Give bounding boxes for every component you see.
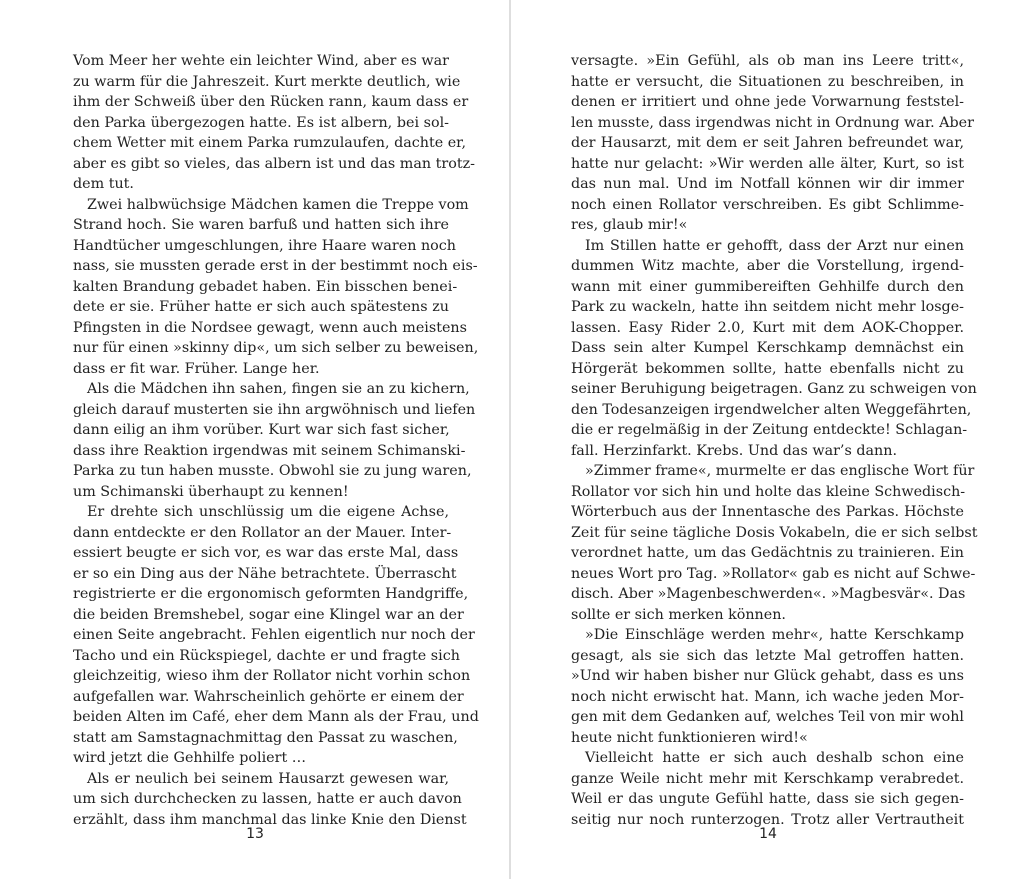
text-line: dete er sie. Früher hatte er sich auch spätestens zu [73,299,449,315]
text-line: nur für einen »skinny dip«, um sich selber zu beweisen, [73,340,479,356]
text-line: Weil er das ungute Gefühl hatte, dass sie sich gegen- [571,791,964,807]
text-line: Zwei halbwüchsige Mädchen kamen die Treppe vom [87,196,469,213]
text-line: ganze Weile nicht mehr mit Kerschkamp verabredet. [571,770,964,787]
text-line: nass, sie mussten gerade erst in der bestimmt noch eis- [73,258,478,274]
text-line: einen Seite angebracht. Fehlen eigentlich nur noch der [73,627,475,643]
right-page-number: 14 [759,826,777,842]
text-line: dem tut. [73,176,134,192]
left-page-text [73,51,479,830]
text-line: dummen Witz machte, aber die Vorstellung, irgend- [571,258,964,274]
text-line: Als er neulich bei seinem Hausarzt gewesen war, [87,770,449,787]
text-line: Als die Mädchen ihn sahen, fingen sie an zu kichern, [87,381,470,397]
text-line: res, glaub mir!« [571,217,688,233]
text-line: wird jetzt die Gehhilfe poliert … [73,750,307,766]
text-line: hatte er versucht, die Situationen zu beschreiben, in [571,73,964,90]
text-line: Er drehte sich unschlüssig um die eigene Achse, [87,504,449,520]
text-line: aber es gibt so vieles, das albern ist und das man trotz- [73,155,475,172]
text-line: hatte nur gelacht: »Wir werden alle älter, Kurt, so ist [571,155,964,172]
text-line: Vom Meer her wehte ein leichter Wind, aber es war [73,53,449,69]
text-line: disch. Aber »Magenbeschwerden«. »Magbesvär«. Das [571,586,966,602]
text-line: gleichzeitig, wieso ihm der Rollator nicht vorhin schon [73,668,471,684]
text-line: Tacho und ein Rückspiegel, dachte er und fragte sich [73,647,460,664]
text-line: Pfingsten in die Nordsee gewagt, wenn auch meistens [73,319,467,336]
text-line: beiden Alten im Café, eher dem Mann als der Frau, und [73,709,479,725]
text-line: seitig nur noch runterzogen. Trotz aller Vertrautheit [571,811,964,828]
text-line: sollte er sich merken können. [571,606,786,623]
left-page-number: 13 [246,826,264,842]
text-line: gen mit dem Gedanken auf, welches Teil von mir wohl [571,709,964,725]
text-line: ihm der Schweiß über den Rücken rann, kaum dass er [73,94,469,110]
text-line: »Die Einschläge werden mehr«, hatte Kerschkamp [585,627,964,643]
text-line: Zeit für seine tägliche Dosis Vokabeln, die er sich selbst [571,524,978,541]
book-gutter [509,0,511,879]
text-line: gleich darauf musterten sie ihn argwöhnisch und liefen [73,401,476,418]
text-line: Parka zu tun haben musste. Obwohl sie zu jung waren, [73,463,472,479]
text-line: die beiden Bremshebel, sogar eine Klingel war an der [73,606,464,623]
text-line: denen er irritiert und ohne jede Vorwarnung feststel- [571,94,964,110]
text-line: zu warm für die Jahreszeit. Kurt merkte deutlich, wie [73,73,461,90]
text-line: versagte. »Ein Gefühl, als ob man ins Leere tritt«, [571,53,964,69]
text-line: dass ihre Reaktion irgendwas mit seinem Schimanski- [73,442,466,459]
text-line: erzählt, dass ihm manchmal das linke Knie den Dienst [73,811,467,828]
text-line: statt am Samstagnachmittag den Passat zu waschen, [73,729,458,746]
text-line: verordnet hatte, um das Gedächtnis zu trainieren. Ein [571,545,964,561]
text-line: Strand hoch. Sie waren barfuß und hatten sich ihre [73,217,449,233]
text-line: dann eilig an ihm vorüber. Kurt war sich fast sicher, [73,422,450,438]
text-line: »Zimmer frame«, murmelte er das englische Wort für [585,463,975,479]
text-line: Vielleicht hatte er sich auch deshalb schon eine [585,750,964,766]
text-line: er so ein Ding aus der Nähe betrachtete. Überrascht [73,565,457,582]
text-line: Handtücher umgeschlungen, ihre Haare waren noch [73,237,457,254]
text-line: das nun mal. Und im Notfall können wir dir immer [571,176,964,192]
text-line: Park zu wackeln, hatte ihn seitdem nicht mehr losge- [571,299,964,315]
text-line: gesagt, als sie sich das letzte Mal getroffen hatten. [571,647,964,664]
text-line: die er regelmäßig in der Zeitung entdeckte! Schlagan- [571,422,968,438]
text-line: den Todesanzeigen irgendwelcher alten Weggefährten, [571,401,972,418]
text-line: len musste, dass irgendwas nicht in Ordnung war. Aber [571,114,974,131]
text-line: seiner Beruhigung beigetragen. Ganz zu schweigen von [571,381,977,397]
text-line: chem Wetter mit einem Parka rumzulaufen, dachte er, [73,135,466,151]
text-line: heute nicht funktionieren wird!« [571,729,808,746]
text-line: Wörterbuch aus der Innentasche des Parkas. Höchste [571,504,964,520]
text-line: Rollator vor sich hin und holte das kleine Schwedisch- [571,483,966,500]
text-line: Dass sein alter Kumpel Kerschkamp demnächst ein [571,340,964,356]
text-line: Hörgerät bekommen sollte, hatte ebenfalls nicht zu [571,360,964,377]
text-line: essiert beugte er sich vor, es war das erste Mal, dass [73,545,459,561]
text-line: »Und wir haben bisher nur Glück gehabt, dass es uns [571,668,964,684]
text-line: den Parka übergezogen hatte. Es ist albern, bei sol- [73,114,449,131]
text-line: registrierte er die ergonomisch geformten Handgriffe, [73,586,469,602]
text-line: kalten Brandung gebadet haben. Ein bisschen benei- [73,278,458,295]
text-line: neues Wort pro Tag. »Rollator« gab es nicht auf Schwe- [571,565,976,582]
text-line: Im Stillen hatte er gehofft, dass der Arzt nur einen [585,237,964,254]
text-line: lassen. Easy Rider 2.0, Kurt mit dem AOK-Chopper. [571,319,964,336]
text-line: noch einen Rollator verschreiben. Es gibt Schlimme- [571,196,964,213]
text-line: aufgefallen war. Wahrscheinlich gehörte er einem der [73,688,464,705]
text-line: dann entdeckte er den Rollator an der Mauer. Inter- [73,524,452,541]
text-line: um sich durchchecken zu lassen, hatte er auch davon [73,791,462,807]
text-line: dass er fit war. Früher. Lange her. [73,360,320,377]
text-line: der Hausarzt, mit dem er seit Jahren befreundet war, [571,135,964,151]
text-line: um Schimanski überhaupt zu kennen! [73,483,349,500]
text-line: noch nicht erwischt hat. Mann, ich wache jeden Mor- [571,688,964,705]
text-line: fall. Herzinfarkt. Krebs. Und das war’s dann. [571,442,897,459]
right-page-text [571,51,978,830]
text-line: wann mit einer gummibereiften Gehhilfe durch den [571,278,964,295]
